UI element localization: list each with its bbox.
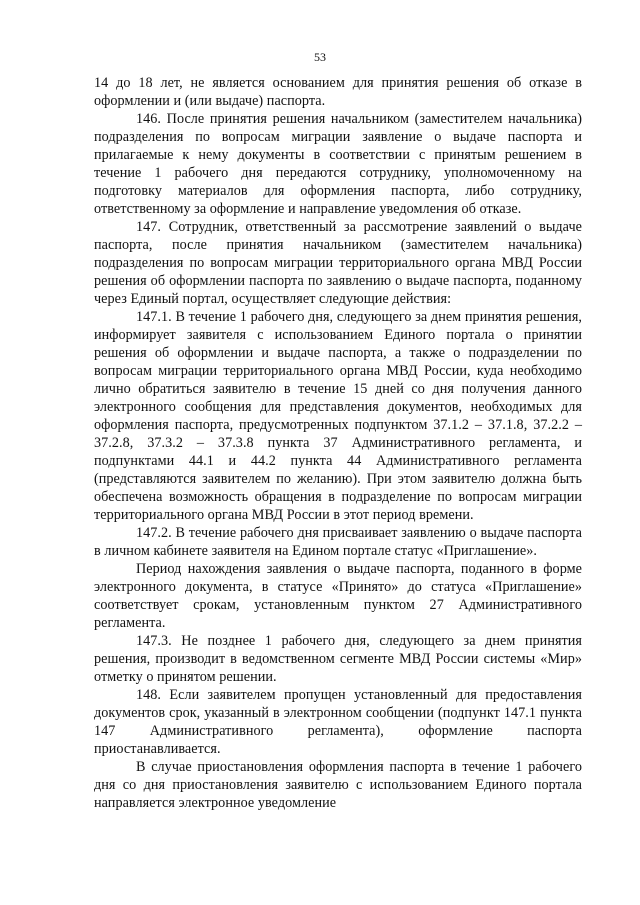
paragraph-continuation: 14 до 18 лет, не является основанием для принятия решения об отказе в оформлении и (или выдаче) паспорта. <box>94 75 582 109</box>
paragraph-147-2: 147.2. В течение рабочего дня присваивает заявлению о выдаче паспорта в личном кабинете заявителя на Едином портале статус «Приглашение». <box>94 525 582 559</box>
page-number: 53 <box>314 50 326 64</box>
paragraph-147-1: 147.1. В течение 1 рабочего дня, следующего за днем принятия решения, информирует заявителя с использованием Единого портала о принятии решения об оформлении и выдаче паспорта, а также о подразделении по вопросам миграции территориального органа МВД России, куда необходимо лично обратиться заявителю в течение 15 дней со дня получения данного электронного сообщения для представления документов, необходимых для оформления паспорта, предусмотренных подпунктом 37.1.2 – 37.1.8, 37.2.2 – 37.2.8, 37.3.2 – 37.3.8 пункта 37 Административного регламента, и подпунктами 44.1 и 44.2 пункта 44 Административного регламента (представляются заявителем по желанию). При этом заявителю должна быть обеспечена возможность обращения в подразделение по вопросам миграции территориального органа МВД России в этот период времени. <box>94 309 582 523</box>
paragraph-147: 147. Сотрудник, ответственный за рассмотрение заявлений о выдаче паспорта, после принятия начальником (заместителем начальника) подразделения по вопросам миграции территориального органа МВД России решения об оформлении паспорта по заявлению о выдаче паспорта, поданному через Единый портал, осуществляет следующие действия: <box>94 219 582 307</box>
paragraph-148: 148. Если заявителем пропущен установленный для предоставления документов срок, указанный в электронном сообщении (подпункт 147.1 пункта 147 Административного регламента), оформление паспорта приостанавливается. <box>94 687 582 757</box>
paragraph-suspension: В случае приостановления оформления паспорта в течение 1 рабочего дня со дня приостановления заявителю с использованием Единого портала направляется электронное уведомление <box>94 759 582 811</box>
document-body <box>94 74 582 812</box>
paragraph-147-3: 147.3. Не позднее 1 рабочего дня, следующего за днем принятия решения, производит в ведомственном сегменте МВД России системы «Мир» отметку о принятом решении. <box>94 633 582 685</box>
paragraph-146: 146. После принятия решения начальником (заместителем начальника) подразделения по вопросам миграции заявление о выдаче паспорта и прилагаемые к нему документы в соответствии с принятым решением в течение 1 рабочего дня передаются сотруднику, уполномоченному на подготовку материалов для оформления паспорта, либо сотруднику, ответственному за оформление и направление уведомления об отказе. <box>94 111 582 217</box>
paragraph-status-period: Период нахождения заявления о выдаче паспорта, поданного в форме электронного документа, в статусе «Принято» до статуса «Приглашение» соответствует срокам, установленным пунктом 27 Административного регламента. <box>94 561 582 631</box>
